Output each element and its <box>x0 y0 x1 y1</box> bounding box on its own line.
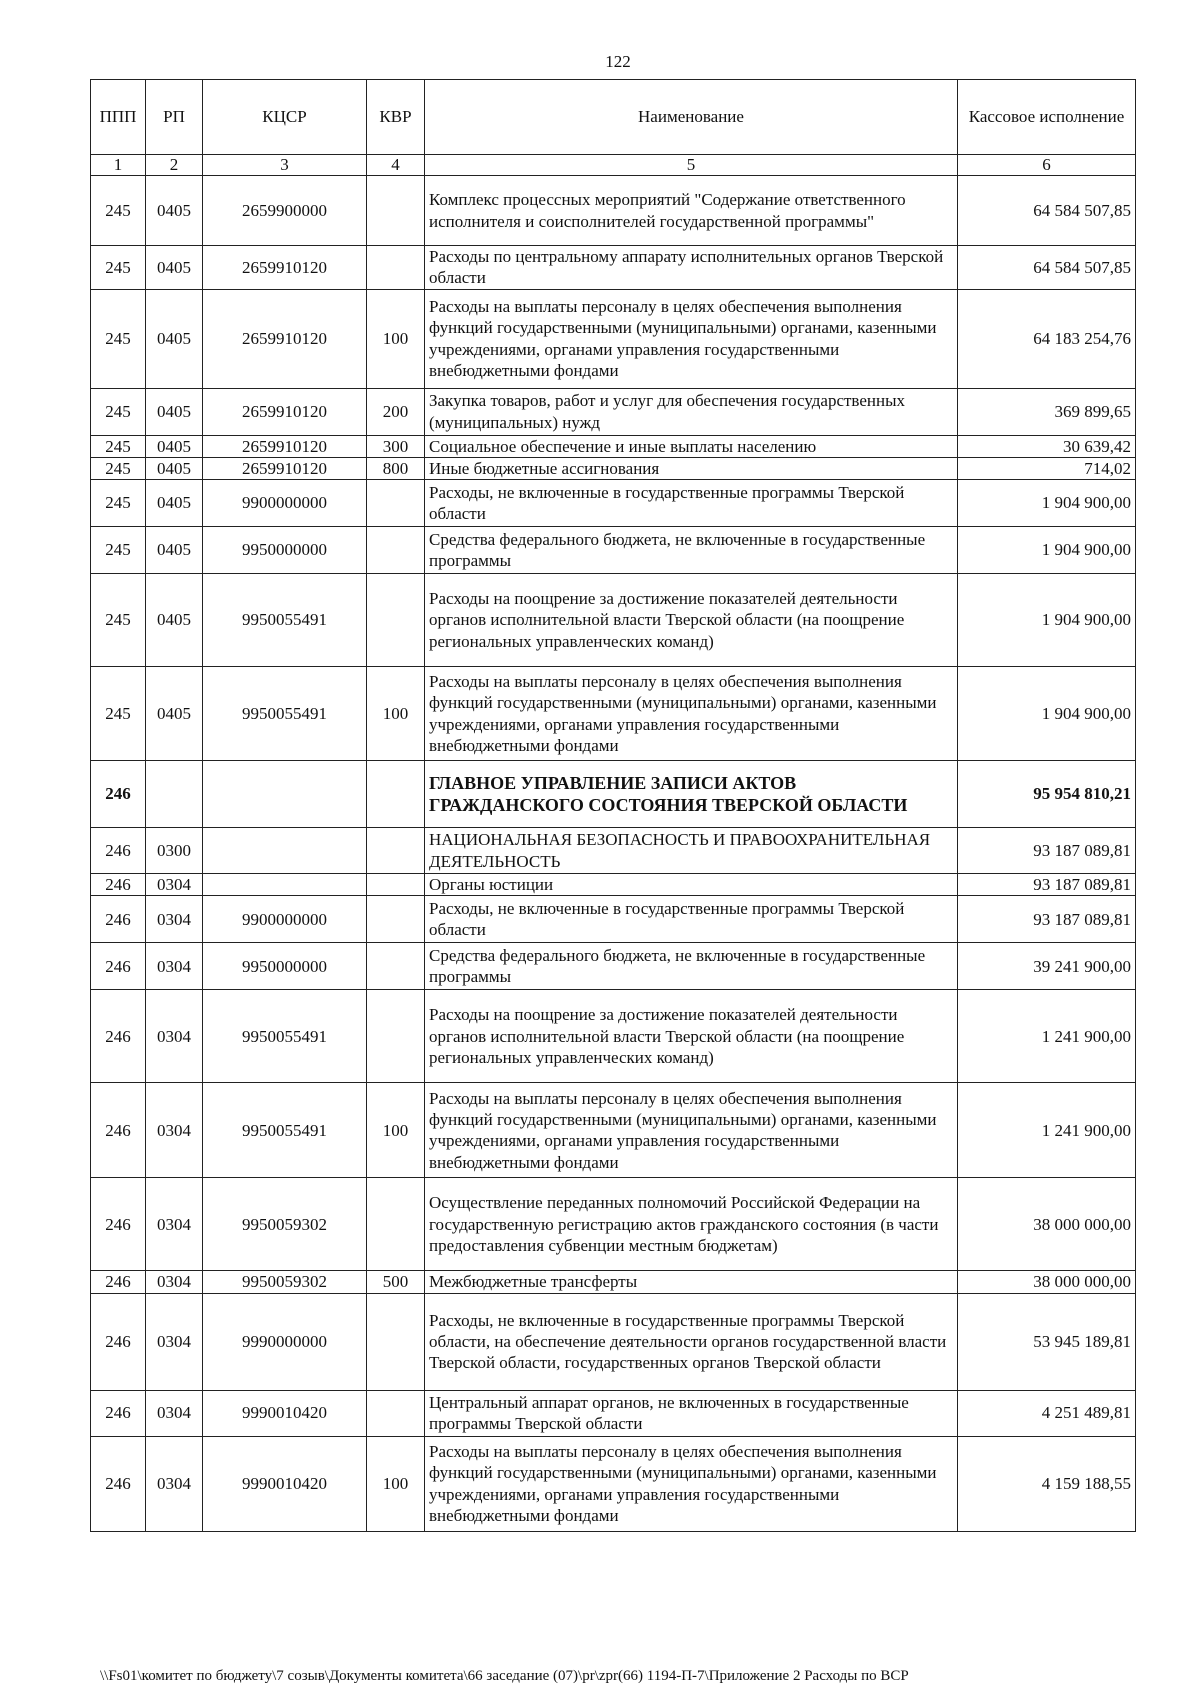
cell-rp: 0405 <box>146 176 203 246</box>
cell-kcsr: 9950055491 <box>203 574 367 667</box>
cell-kcsr: 9950055491 <box>203 990 367 1083</box>
cell-kvr: 100 <box>367 1083 425 1178</box>
cell-rp: 0405 <box>146 388 203 435</box>
cell-kvr: 100 <box>367 667 425 761</box>
cell-kvr <box>367 943 425 990</box>
cell-name: Социальное обеспечение и иные выплаты населению <box>425 435 958 457</box>
cell-kvr <box>367 1178 425 1271</box>
cell-amount: 64 183 254,76 <box>958 289 1136 388</box>
cell-kvr: 300 <box>367 435 425 457</box>
page-number: 122 <box>605 52 631 71</box>
table-row <box>91 289 1136 388</box>
table-row <box>91 176 1136 246</box>
cell-kvr: 100 <box>367 1436 425 1531</box>
cell-rp: 0304 <box>146 874 203 896</box>
cell-rp: 0304 <box>146 896 203 943</box>
cell-ppp: 246 <box>91 943 146 990</box>
cell-kvr <box>367 246 425 290</box>
table-row <box>91 761 1136 828</box>
cell-kvr <box>367 896 425 943</box>
cell-name: Расходы, не включенные в государственные программы Тверской области, на обеспечение деятельности органов государственной власти Тверской области, государственных органов Тверской области <box>425 1293 958 1390</box>
table-row <box>91 480 1136 527</box>
cell-kcsr: 2659910120 <box>203 246 367 290</box>
table-row <box>91 943 1136 990</box>
cell-amount: 93 187 089,81 <box>958 874 1136 896</box>
cell-rp: 0405 <box>146 457 203 479</box>
column-number-row <box>91 155 1136 176</box>
cell-name: Закупка товаров, работ и услуг для обеспечения государственных (муниципальных) нужд <box>425 388 958 435</box>
cell-amount: 369 899,65 <box>958 388 1136 435</box>
table-row <box>91 1293 1136 1390</box>
cell-ppp: 246 <box>91 990 146 1083</box>
table-row <box>91 527 1136 574</box>
cell-kvr <box>367 480 425 527</box>
cell-name: Расходы на выплаты персоналу в целях обеспечения выполнения функций государственными (муниципальными) органами, казенными учреждениями, органами управления государственными внебюджетными фондами <box>425 1436 958 1531</box>
header-ppp: ППП <box>91 80 146 155</box>
cell-kcsr: 9990010420 <box>203 1436 367 1531</box>
cell-kcsr: 2659910120 <box>203 435 367 457</box>
cell-amount: 53 945 189,81 <box>958 1293 1136 1390</box>
cell-rp: 0405 <box>146 246 203 290</box>
table-row <box>91 874 1136 896</box>
cell-kvr: 800 <box>367 457 425 479</box>
cell-kcsr: 9950059302 <box>203 1178 367 1271</box>
cell-amount: 1 904 900,00 <box>958 667 1136 761</box>
cell-name: Межбюджетные трансферты <box>425 1271 958 1293</box>
cell-kcsr <box>203 761 367 828</box>
header-row <box>91 80 1136 155</box>
cell-kvr <box>367 761 425 828</box>
cell-kcsr: 9900000000 <box>203 480 367 527</box>
cell-amount: 64 584 507,85 <box>958 246 1136 290</box>
cell-rp: 0304 <box>146 1083 203 1178</box>
cell-kcsr: 9990010420 <box>203 1390 367 1436</box>
cell-rp: 0405 <box>146 527 203 574</box>
table-row <box>91 574 1136 667</box>
cell-name: Иные бюджетные ассигнования <box>425 457 958 479</box>
cell-name: Расходы на выплаты персоналу в целях обеспечения выполнения функций государственными (муниципальными) органами, казенными учреждениями, органами управления государственными внебюджетными фондами <box>425 667 958 761</box>
cell-ppp: 245 <box>91 388 146 435</box>
table-row <box>91 1436 1136 1531</box>
cell-rp: 0304 <box>146 990 203 1083</box>
cell-kcsr: 2659910120 <box>203 388 367 435</box>
cell-amount: 38 000 000,00 <box>958 1271 1136 1293</box>
cell-ppp: 246 <box>91 1271 146 1293</box>
cell-name: НАЦИОНАЛЬНАЯ БЕЗОПАСНОСТЬ И ПРАВООХРАНИТЕЛЬНАЯ ДЕЯТЕЛЬНОСТЬ <box>425 828 958 874</box>
table-row <box>91 1178 1136 1271</box>
footer-file-path: \\Fs01\комитет по бюджету\7 созыв\Документы комитета\66 заседание (07)\pr\zpr(66) 1194-П-7\Приложение 2 Расходы по ВСР <box>100 1668 909 1684</box>
cell-name: Расходы на выплаты персоналу в целях обеспечения выполнения функций государственными (муниципальными) органами, казенными учреждениями, органами управления государственными внебюджетными фондами <box>425 1083 958 1178</box>
cell-name: ГЛАВНОЕ УПРАВЛЕНИЕ ЗАПИСИ АКТОВ ГРАЖДАНСКОГО СОСТОЯНИЯ ТВЕРСКОЙ ОБЛАСТИ <box>425 761 958 828</box>
cell-kvr: 500 <box>367 1271 425 1293</box>
cell-ppp: 246 <box>91 874 146 896</box>
header-kvr: КВР <box>367 80 425 155</box>
cell-rp: 0304 <box>146 1271 203 1293</box>
cell-ppp: 245 <box>91 435 146 457</box>
table-body <box>91 176 1136 1532</box>
cell-amount: 4 159 188,55 <box>958 1436 1136 1531</box>
cell-amount: 1 241 900,00 <box>958 1083 1136 1178</box>
cell-ppp: 245 <box>91 527 146 574</box>
cell-amount: 1 904 900,00 <box>958 574 1136 667</box>
cell-rp: 0304 <box>146 1178 203 1271</box>
cell-ppp: 246 <box>91 1436 146 1531</box>
cell-rp: 0405 <box>146 574 203 667</box>
cell-ppp: 245 <box>91 289 146 388</box>
cell-kcsr <box>203 828 367 874</box>
cell-ppp: 245 <box>91 480 146 527</box>
cell-amount: 95 954 810,21 <box>958 761 1136 828</box>
cell-kvr: 200 <box>367 388 425 435</box>
table-row <box>91 1083 1136 1178</box>
cell-ppp: 245 <box>91 574 146 667</box>
cell-amount: 93 187 089,81 <box>958 828 1136 874</box>
cell-rp: 0304 <box>146 1293 203 1390</box>
table-row <box>91 1271 1136 1293</box>
cell-name: Расходы на поощрение за достижение показателей деятельности органов исполнительной власти Тверской области (на поощрение региональных управленческих команд) <box>425 574 958 667</box>
cell-rp: 0300 <box>146 828 203 874</box>
cell-amount: 1 904 900,00 <box>958 527 1136 574</box>
header-kcsr: КЦСР <box>203 80 367 155</box>
cell-ppp: 246 <box>91 1083 146 1178</box>
column-number: 1 <box>91 155 146 176</box>
cell-ppp: 246 <box>91 1293 146 1390</box>
cell-amount: 64 584 507,85 <box>958 176 1136 246</box>
cell-ppp: 245 <box>91 667 146 761</box>
cell-name: Средства федерального бюджета, не включенные в государственные программы <box>425 943 958 990</box>
cell-kvr <box>367 176 425 246</box>
cell-rp <box>146 761 203 828</box>
cell-name: Органы юстиции <box>425 874 958 896</box>
cell-name: Расходы, не включенные в государственные программы Тверской области <box>425 896 958 943</box>
cell-kcsr: 2659900000 <box>203 176 367 246</box>
cell-rp: 0405 <box>146 667 203 761</box>
cell-amount: 1 241 900,00 <box>958 990 1136 1083</box>
expenditure-table <box>90 79 1136 1532</box>
cell-kcsr: 9950059302 <box>203 1271 367 1293</box>
table-row <box>91 388 1136 435</box>
column-number: 3 <box>203 155 367 176</box>
cell-ppp: 245 <box>91 457 146 479</box>
cell-kvr: 100 <box>367 289 425 388</box>
cell-ppp: 246 <box>91 1178 146 1271</box>
cell-name: Расходы на поощрение за достижение показателей деятельности органов исполнительной власти Тверской области (на поощрение региональных управленческих команд) <box>425 990 958 1083</box>
cell-rp: 0304 <box>146 1390 203 1436</box>
cell-ppp: 246 <box>91 761 146 828</box>
cell-ppp: 246 <box>91 1390 146 1436</box>
header-rp: РП <box>146 80 203 155</box>
cell-rp: 0304 <box>146 1436 203 1531</box>
column-number: 6 <box>958 155 1136 176</box>
table-row <box>91 246 1136 290</box>
cell-amount: 30 639,42 <box>958 435 1136 457</box>
cell-kvr <box>367 574 425 667</box>
cell-ppp: 246 <box>91 828 146 874</box>
cell-rp: 0304 <box>146 943 203 990</box>
cell-kcsr: 9950055491 <box>203 667 367 761</box>
cell-kvr <box>367 990 425 1083</box>
cell-kcsr <box>203 874 367 896</box>
table-row <box>91 435 1136 457</box>
cell-kvr <box>367 1293 425 1390</box>
cell-kvr <box>367 874 425 896</box>
header-amount: Кассовое исполнение <box>958 80 1136 155</box>
table-row <box>91 457 1136 479</box>
column-number: 5 <box>425 155 958 176</box>
cell-rp: 0405 <box>146 435 203 457</box>
cell-name: Расходы, не включенные в государственные программы Тверской области <box>425 480 958 527</box>
cell-amount: 39 241 900,00 <box>958 943 1136 990</box>
table-row <box>91 990 1136 1083</box>
cell-kcsr: 9900000000 <box>203 896 367 943</box>
cell-kcsr: 9950000000 <box>203 527 367 574</box>
table-row <box>91 1390 1136 1436</box>
cell-name: Осуществление переданных полномочий Российской Федерации на государственную регистрацию актов гражданского состояния (в части предоставления субвенции местным бюджетам) <box>425 1178 958 1271</box>
cell-kvr <box>367 1390 425 1436</box>
header-name: Наименование <box>425 80 958 155</box>
cell-name: Расходы по центральному аппарату исполнительных органов Тверской области <box>425 246 958 290</box>
cell-amount: 714,02 <box>958 457 1136 479</box>
cell-kcsr: 2659910120 <box>203 289 367 388</box>
column-number: 2 <box>146 155 203 176</box>
cell-amount: 38 000 000,00 <box>958 1178 1136 1271</box>
cell-amount: 93 187 089,81 <box>958 896 1136 943</box>
cell-name: Комплекс процессных мероприятий "Содержание ответственного исполнителя и соисполнителей государственной программы" <box>425 176 958 246</box>
cell-kcsr: 9990000000 <box>203 1293 367 1390</box>
cell-name: Средства федерального бюджета, не включенные в государственные программы <box>425 527 958 574</box>
cell-name: Центральный аппарат органов, не включенных в государственные программы Тверской области <box>425 1390 958 1436</box>
cell-amount: 1 904 900,00 <box>958 480 1136 527</box>
cell-rp: 0405 <box>146 480 203 527</box>
cell-kvr <box>367 828 425 874</box>
table-row <box>91 667 1136 761</box>
cell-kcsr: 9950055491 <box>203 1083 367 1178</box>
cell-amount: 4 251 489,81 <box>958 1390 1136 1436</box>
cell-ppp: 245 <box>91 176 146 246</box>
cell-ppp: 245 <box>91 246 146 290</box>
cell-kcsr: 2659910120 <box>203 457 367 479</box>
cell-name: Расходы на выплаты персоналу в целях обеспечения выполнения функций государственными (муниципальными) органами, казенными учреждениями, органами управления государственными внебюджетными фондами <box>425 289 958 388</box>
cell-ppp: 246 <box>91 896 146 943</box>
cell-rp: 0405 <box>146 289 203 388</box>
table-row <box>91 896 1136 943</box>
table-row <box>91 828 1136 874</box>
cell-kcsr: 9950000000 <box>203 943 367 990</box>
cell-kvr <box>367 527 425 574</box>
column-number: 4 <box>367 155 425 176</box>
